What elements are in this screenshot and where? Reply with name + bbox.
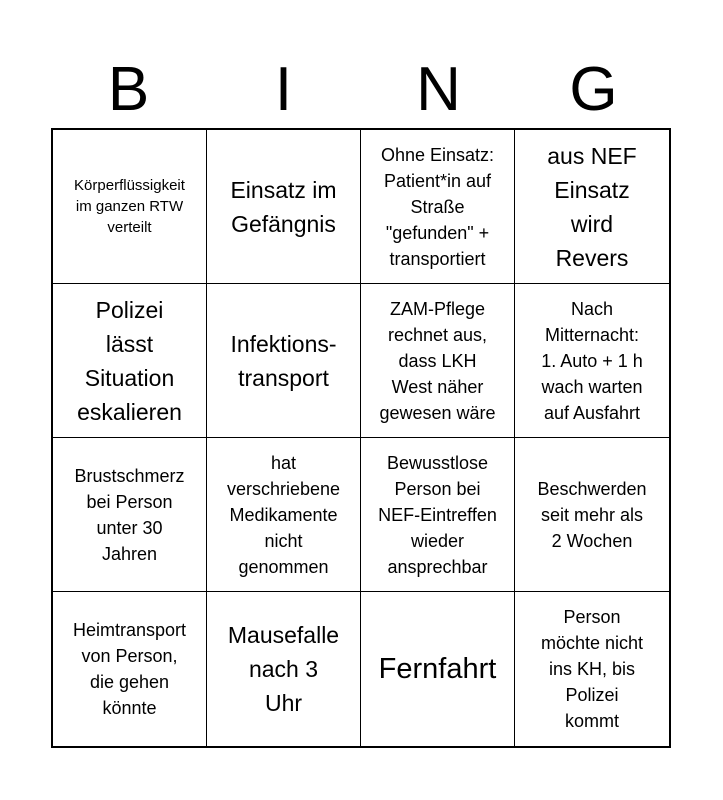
- bingo-cell-8[interactable]: [515, 284, 669, 438]
- bingo-cell-text: Einsatz im Gefängnis: [230, 176, 337, 237]
- bingo-cell-text: Ohne Einsatz: Patient*in auf Straße "gefunden" + transportiert: [380, 144, 495, 269]
- bingo-cell-2[interactable]: [207, 130, 361, 284]
- bingo-cell-14[interactable]: [207, 592, 361, 746]
- bingo-board: [51, 128, 671, 748]
- bingo-cell-13[interactable]: [53, 592, 207, 746]
- bingo-cell-text: Nach Mitternacht: 1. Auto + 1 h wach warten auf Ausfahrt: [541, 298, 643, 423]
- bingo-cell-11[interactable]: [361, 438, 515, 592]
- bingo-cell-7[interactable]: [361, 284, 515, 438]
- bingo-cell-text: Brustschmerz bei Person unter 30 Jahren: [74, 465, 185, 564]
- bingo-cell-text: Fernfahrt: [378, 653, 497, 685]
- bingo-cell-5[interactable]: [53, 284, 207, 438]
- bingo-cell-text: hat verschriebene Medikamente nicht genommen: [226, 452, 341, 577]
- bingo-cell-text: Polizei lässt Situation eskalieren: [77, 296, 182, 425]
- bingo-cell-text: Heimtransport von Person, die gehen könnte: [72, 620, 187, 718]
- header-letter-i: I: [274, 55, 293, 124]
- header-letter-g: G: [569, 55, 618, 124]
- bingo-cell-text: Körperflüssigkeit im ganzen RTW verteilt: [74, 177, 185, 236]
- bingo-cell-9[interactable]: [53, 438, 207, 592]
- bingo-cell-text: Person möchte nicht ins KH, bis Polizei kommt: [540, 607, 644, 731]
- bingo-cell-text: Infektions- transport: [230, 330, 337, 391]
- bingo-cell-text: Beschwerden seit mehr als 2 Wochen: [537, 478, 647, 551]
- bingo-cell-6[interactable]: [207, 284, 361, 438]
- header-letter-n: N: [416, 55, 461, 124]
- header-letter-b: B: [107, 55, 150, 124]
- bingo-header: [51, 52, 671, 128]
- bingo-cell-16[interactable]: [515, 592, 669, 746]
- bingo-cell-1[interactable]: [53, 130, 207, 284]
- bingo-cell-15[interactable]: [361, 592, 515, 746]
- bingo-cell-text: Mausefalle nach 3 Uhr: [227, 622, 340, 716]
- bingo-cell-10[interactable]: [207, 438, 361, 592]
- bingo-cell-3[interactable]: [361, 130, 515, 284]
- bingo-cell-text: ZAM-Pflege rechnet aus, dass LKH West näher gewesen wäre: [379, 298, 496, 423]
- bingo-cell-text: Bewusstlose Person bei NEF-Eintreffen wieder ansprechbar: [378, 452, 497, 577]
- bingo-cell-text: aus NEF Einsatz wird Revers: [547, 142, 637, 271]
- bingo-cell-4[interactable]: [515, 130, 669, 284]
- bingo-cell-12[interactable]: [515, 438, 669, 592]
